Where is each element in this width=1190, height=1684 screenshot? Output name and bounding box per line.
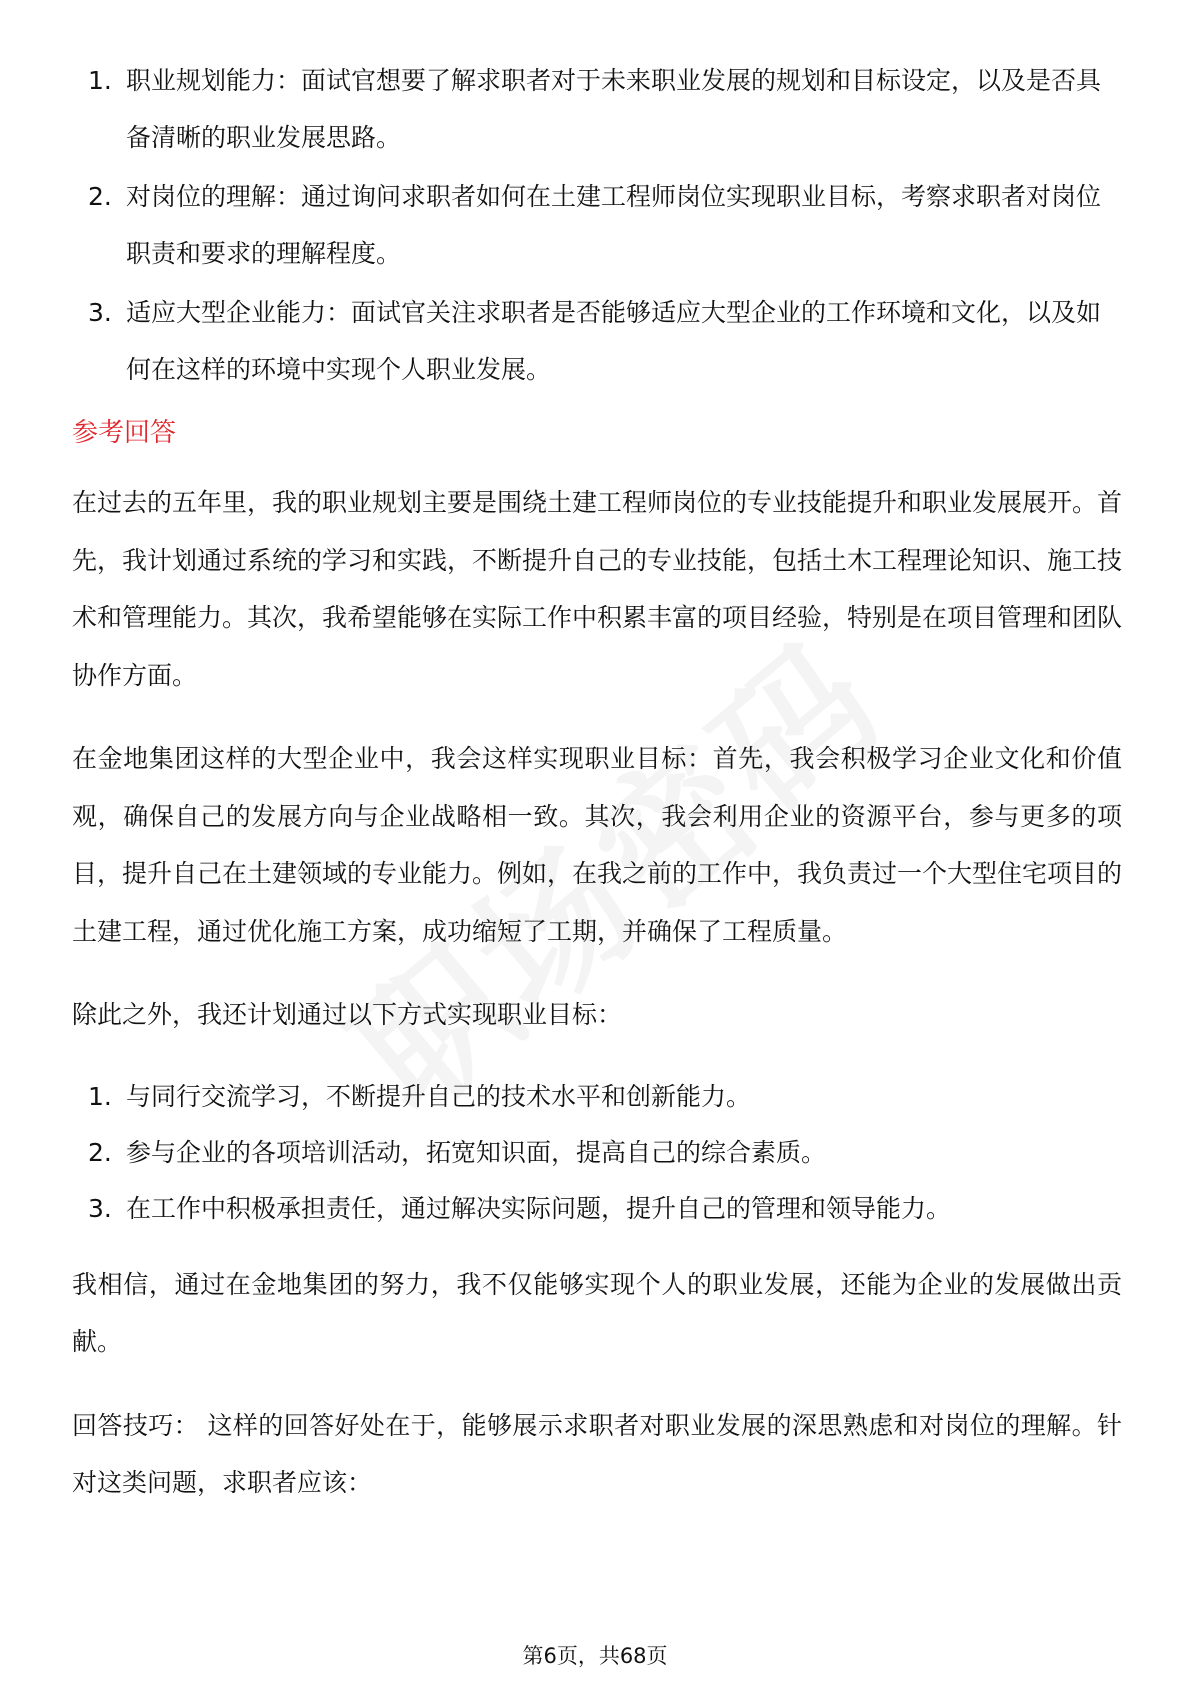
document-page <box>72 52 1122 1538</box>
list-item <box>72 52 1122 166</box>
list-number: 3. <box>88 298 112 327</box>
list-item <box>72 284 1122 398</box>
tips-paragraph: 回答技巧： 这样的回答好处在于，能够展示求职者对职业发展的深思熟虑和对岗位的理解。针对这类问题，求职者应该： <box>72 1410 1122 1497</box>
list-text: 在工作中积极承担责任，通过解决实际问题，提升自己的管理和领导能力。 <box>126 1193 952 1223</box>
answer-paragraph: 在金地集团这样的大型企业中，我会这样实现职业目标：首先，我会积极学习企业文化和价值观，确保自己的发展方向与企业战略相一致。其次，我会利用企业的资源平台，参与更多的项目，提升自己在土建领域的专业能力。例如，在我之前的工作中，我负责过一个大型住宅项目的土建工程，通过优化施工方案，成功缩短了工期，并确保了工程质量。 <box>72 744 1123 946</box>
list-number: 1. <box>88 1081 112 1111</box>
page-number: 第6页，共68页 <box>522 1644 668 1668</box>
list-item <box>72 1126 1122 1180</box>
analysis-list <box>72 52 1122 398</box>
closing-paragraph: 我相信，通过在金地集团的努力，我不仅能够实现个人的职业发展，还能为企业的发展做出贡献。 <box>72 1269 1122 1356</box>
plan-list <box>72 1070 1122 1236</box>
list-text: 适应大型企业能力：面试官关注求职者是否能够适应大型企业的工作环境和文化，以及如何在这样的环境中实现个人职业发展。 <box>126 298 1102 384</box>
list-item <box>72 1182 1122 1236</box>
list-text: 参与企业的各项培训活动，拓宽知识面，提高自己的综合素质。 <box>126 1137 827 1167</box>
list-text: 对岗位的理解：通过询问求职者如何在土建工程师岗位实现职业目标，考察求职者对岗位职责和要求的理解程度。 <box>126 182 1102 268</box>
list-number: 3. <box>88 1193 112 1223</box>
list-item <box>72 168 1122 282</box>
list-item <box>72 1070 1122 1124</box>
list-number: 1. <box>88 66 112 95</box>
answer-paragraph: 在过去的五年里，我的职业规划主要是围绕土建工程师岗位的专业技能提升和职业发展展开。首先，我计划通过系统的学习和实践，不断提升自己的专业技能，包括土木工程理论知识、施工技术和管理能力。其次，我希望能够在实际工作中积累丰富的项目经验，特别是在项目管理和团队协作方面。 <box>72 488 1123 690</box>
list-number: 2. <box>88 1137 112 1167</box>
list-text: 职业规划能力：面试官想要了解求职者对于未来职业发展的规划和目标设定，以及是否具备清晰的职业发展思路。 <box>126 66 1102 152</box>
list-text: 与同行交流学习，不断提升自己的技术水平和创新能力。 <box>126 1081 752 1111</box>
list-number: 2. <box>88 182 112 211</box>
answer-paragraph: 除此之外，我还计划通过以下方式实现职业目标： <box>72 1000 623 1029</box>
section-title: 参考回答 <box>72 418 177 448</box>
